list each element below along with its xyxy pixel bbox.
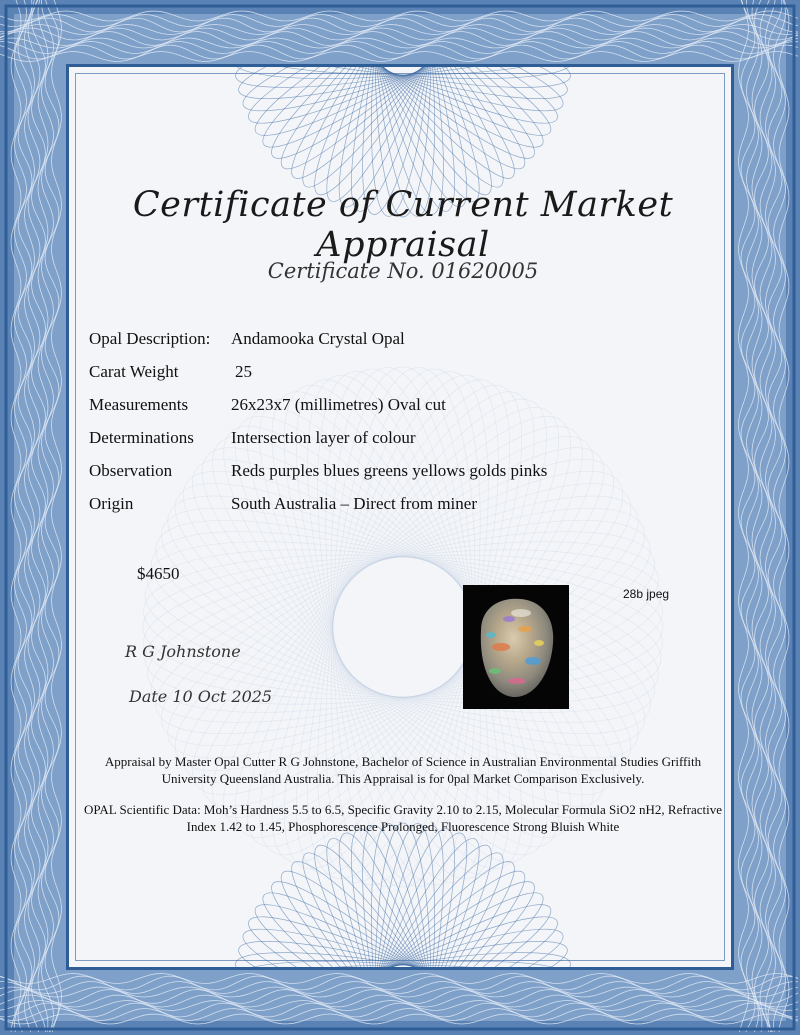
detail-value: 25	[235, 362, 252, 381]
appraisal-date: Date 10 Oct 2025	[129, 687, 273, 706]
detail-label: Carat Weight	[89, 362, 179, 381]
detail-label: Determinations	[89, 428, 194, 447]
appraisal-note: Appraisal by Master Opal Cutter R G Johnstone, Bachelor of Science in Australian Environmental Studies Griffith University Queensland Australia. This Appraisal is for 0pal Market Comparison Exclusively.	[104, 754, 702, 786]
photo-caption: 28b jpeg	[623, 587, 670, 601]
opal-photo	[463, 585, 569, 709]
certificate-number: Certificate No. 01620005	[267, 259, 539, 283]
detail-value: South Australia – Direct from miner	[231, 494, 477, 513]
certificate-title: Certificate of Current Market Appraisal	[132, 185, 674, 265]
detail-label: Origin	[89, 494, 134, 513]
certificate-body	[66, 64, 734, 970]
detail-value: Reds purples blues greens yellows golds pinks	[231, 461, 548, 480]
appraisal-price: $4650	[137, 564, 180, 583]
detail-label: Measurements	[89, 395, 189, 414]
detail-value: Intersection layer of colour	[231, 428, 416, 447]
detail-value: 26x23x7 (millimetres) Oval cut	[231, 395, 446, 414]
detail-label: Observation	[89, 461, 173, 480]
detail-label: Opal Description:	[89, 329, 211, 348]
appraiser-signature: R G Johnstone	[125, 642, 241, 661]
detail-value: Andamooka Crystal Opal	[231, 329, 405, 348]
scientific-data: OPAL Scientific Data: Moh’s Hardness 5.5 to 6.5, Specific Gravity 2.10 to 2.15, Molecular Formula SiO2 nH2, Refractive Index 1.42 to 1.45, Phosphorescence Prolonged, Fluorescence Strong Bluish White	[83, 802, 723, 834]
